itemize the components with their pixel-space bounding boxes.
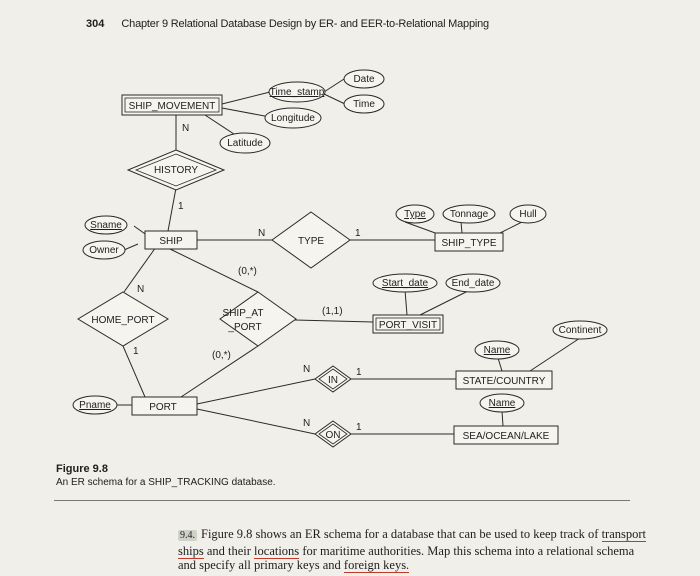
attribute-time-stamp	[269, 82, 325, 102]
svg-text:N: N	[303, 364, 311, 375]
svg-text:SHIP_AT: SHIP_AT	[222, 308, 264, 319]
exercise-text	[178, 527, 648, 573]
svg-text:Sname: Sname	[90, 220, 122, 231]
attribute-sname	[85, 216, 127, 234]
svg-text:TYPE: TYPE	[297, 236, 325, 247]
svg-text:SHIP: SHIP	[159, 236, 183, 247]
svg-text:HISTORY: HISTORY	[153, 165, 199, 176]
attribute-latitude	[220, 133, 270, 153]
attribute-type	[396, 205, 434, 223]
relationship-type	[272, 212, 350, 268]
svg-text:N: N	[303, 418, 311, 429]
svg-text:Time_stamp: Time_stamp	[269, 87, 325, 98]
relationship-in	[315, 366, 351, 392]
svg-text:(1,1): (1,1)	[322, 306, 343, 317]
entity-port	[132, 397, 197, 415]
svg-text:STATE/COUNTRY: STATE/COUNTRY	[462, 376, 546, 387]
attribute-hull	[510, 205, 546, 223]
svg-text:SHIP_MOVEMENT: SHIP_MOVEMENT	[128, 101, 216, 112]
svg-text:(0,*): (0,*)	[212, 350, 231, 361]
svg-text:1: 1	[178, 201, 184, 212]
svg-text:IN: IN	[328, 375, 338, 386]
svg-text:Type: Type	[404, 209, 426, 220]
entity-sea-ocean-lake	[454, 426, 558, 444]
exercise-underlined-locations: locations	[254, 543, 300, 558]
relationship-ship-at-port	[220, 292, 296, 346]
exercise-underlined-foreign-keys: foreign keys.	[343, 558, 410, 572]
figure-label: Figure 9.8	[56, 463, 108, 475]
svg-text:1: 1	[356, 422, 362, 433]
entity-ship	[145, 231, 197, 249]
svg-text:Time: Time	[353, 99, 375, 110]
svg-text:Name: Name	[488, 398, 516, 409]
relationship-history	[128, 150, 224, 190]
relationship-home-port	[78, 292, 168, 346]
attribute-continent	[553, 321, 607, 339]
attribute-sea-name	[480, 394, 524, 412]
svg-text:(0,*): (0,*)	[238, 266, 257, 277]
attribute-owner	[83, 241, 125, 259]
svg-text:Tonnage: Tonnage	[449, 209, 489, 220]
attribute-time	[344, 95, 384, 113]
exercise-text-before: Figure 9.8 shows an ER schema for a database that can be used to keep track of	[201, 527, 599, 541]
svg-text:SHIP_TYPE: SHIP_TYPE	[441, 238, 497, 249]
exercise-text-mid: and their	[206, 543, 251, 558]
page-number: 304	[86, 18, 105, 30]
exercise-text-after: for maritime authorities. Map this schema into a relational schema and specify all primary keys and	[178, 543, 635, 572]
svg-text:HOME_PORT: HOME_PORT	[91, 315, 155, 326]
svg-text:N: N	[258, 228, 266, 239]
attribute-state-name	[475, 341, 519, 359]
exercise-number: 9.4.	[180, 530, 195, 541]
svg-text:Continent: Continent	[558, 325, 602, 336]
attribute-start-date	[373, 274, 437, 292]
svg-text:Hull: Hull	[519, 209, 537, 220]
entity-ship-type	[435, 233, 503, 251]
svg-text:Name: Name	[483, 345, 511, 356]
svg-text:PORT_VISIT: PORT_VISIT	[378, 320, 438, 331]
svg-text:SEA/OCEAN/LAKE: SEA/OCEAN/LAKE	[462, 431, 550, 442]
svg-text:Start_date: Start_date	[381, 278, 429, 289]
svg-text:N: N	[182, 123, 190, 134]
entity-ship-movement	[122, 95, 222, 115]
svg-text:1: 1	[356, 367, 362, 378]
svg-text:_PORT: _PORT	[228, 322, 262, 333]
divider	[54, 500, 630, 501]
svg-text:1: 1	[133, 346, 139, 357]
entity-port-visit	[373, 315, 443, 333]
svg-text:Longitude: Longitude	[271, 113, 315, 124]
svg-text:End_date: End_date	[451, 278, 495, 289]
entity-state-country	[456, 371, 552, 389]
svg-text:ON: ON	[325, 430, 341, 441]
attribute-end-date	[446, 274, 500, 292]
svg-text:N: N	[137, 284, 145, 295]
svg-text:PORT: PORT	[149, 402, 177, 413]
relationship-on	[315, 421, 351, 447]
exercise-underlined-ships: transport ships	[178, 527, 646, 558]
svg-text:Date: Date	[353, 74, 375, 85]
attribute-pname	[73, 396, 117, 414]
attribute-tonnage	[443, 205, 495, 223]
svg-text:Owner: Owner	[89, 245, 119, 256]
attribute-date	[344, 70, 384, 88]
attribute-longitude	[265, 108, 321, 128]
svg-text:Latitude: Latitude	[227, 138, 263, 149]
chapter-title: Chapter 9 Relational Database Design by ER- and EER-to-Relational Mapping	[121, 18, 489, 30]
figure-caption: An ER schema for a SHIP_TRACKING database.	[56, 477, 276, 488]
svg-text:1: 1	[355, 228, 361, 239]
svg-text:Pname: Pname	[79, 400, 111, 411]
